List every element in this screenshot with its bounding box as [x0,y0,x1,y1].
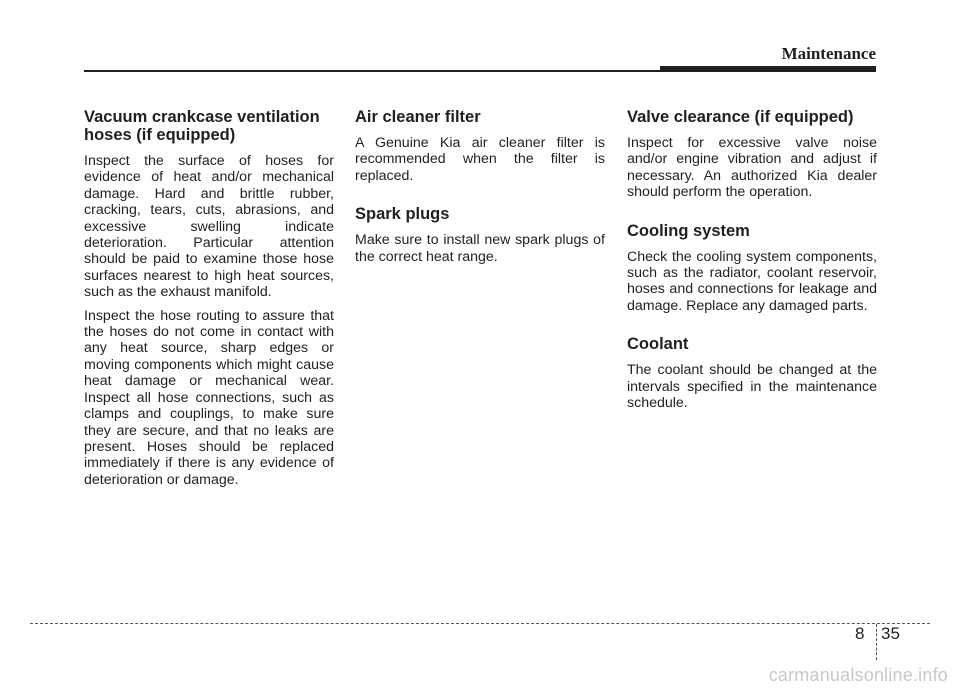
footer-rule [30,623,930,624]
section-title: Maintenance [781,44,876,63]
watermark: carmanualsonline.info [768,665,948,685]
column-3 [627,108,877,418]
page-number: 35 [881,624,900,643]
vacuum-crankcase-paragraph-1: Inspect the surface of hoses for evidence of heat and/or mechanical damage. Hard and brittle rubber, cracking, tears, cuts, abrasions, and excessive swelling indicate deterioration. Particular attention should be paid to examine those hose surfaces nearest to high heat sources, such as the exhaust manifold. [84,153,334,301]
vacuum-crankcase-heading-line2: hoses (if equipped) [84,126,236,144]
column-2 [355,108,605,272]
spark-plugs-heading: Spark plugs [355,205,450,224]
valve-clearance-heading: Valve clearance (if equipped) [627,108,854,126]
cooling-system-heading: Cooling system [627,221,750,240]
column-1 [84,108,334,495]
air-cleaner-heading: Air cleaner filter [355,108,481,126]
header-rule-thin [84,70,660,72]
coolant-heading: Coolant [627,335,689,354]
cooling-system-text: Check the cooling system components, such as the radiator, coolant reservoir, hoses and connections for leakage and damage. Replace any damaged parts. [627,248,877,314]
vacuum-crankcase-paragraph-2: Inspect the hose routing to assure that the hoses do not come in contact with any heat source, sharp edges or moving components which might cause heat damage or mechanical wear. Inspect all hose connections, such as clamps and couplings, to make sure they are secure, and that no leaks are present. Hoses should be replaced immediately if there is any evidence of deterioration or damage. [84,307,334,488]
vacuum-crankcase-heading [84,108,334,144]
page-number-divider [876,624,877,660]
header-rule-thick [660,66,876,72]
valve-clearance-text: Inspect for excessive valve noise and/or engine vibration and adjust if necessary. An authorized Kia dealer should perform the operation. [627,135,877,201]
air-cleaner-text: A Genuine Kia air cleaner filter is recommended when the filter is replaced. [355,135,605,184]
vacuum-crankcase-heading-line1: Vacuum crankcase ventilation [84,108,320,126]
coolant-text: The coolant should be changed at the intervals specified in the maintenance schedule. [627,362,877,412]
page-chapter-number: 8 [855,624,865,643]
spark-plugs-text: Make sure to install new spark plugs of the correct heat range. [355,232,605,265]
